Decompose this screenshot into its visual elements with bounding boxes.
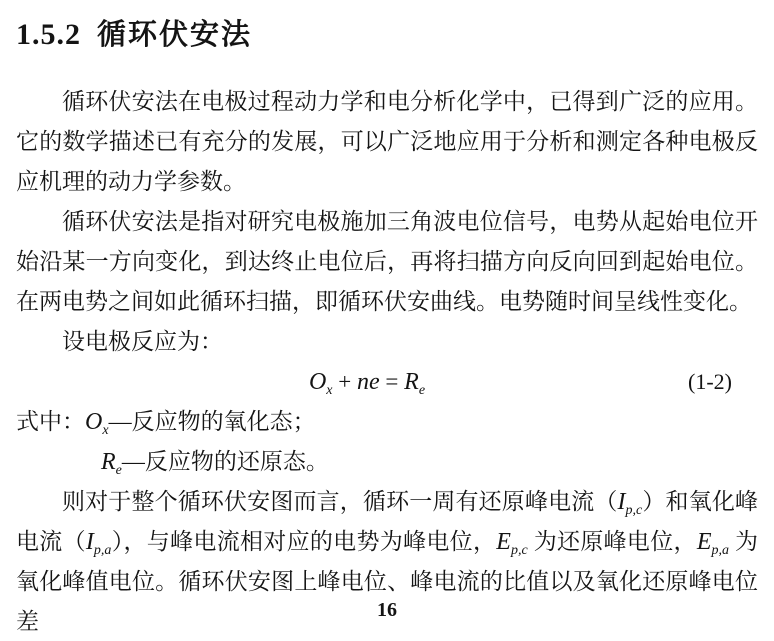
equation-block (16, 362, 758, 402)
math-segment: I (617, 489, 626, 515)
math-segment: x (326, 383, 333, 398)
text-segment: 则对于整个循环伏安图而言，循环一周有还原峰电流（ (62, 489, 618, 514)
math-segment: O (308, 369, 327, 395)
text-segment: 为还原峰电位， (527, 529, 697, 554)
equation-number: (1-2) (688, 369, 732, 394)
math-segment: I (85, 529, 94, 555)
math-segment: e (115, 463, 122, 478)
math-segment: p,a (93, 543, 112, 558)
math-segment: e (418, 383, 426, 398)
page-number: 16 (377, 599, 397, 621)
paragraph-method-description: 循环伏安法是指对研究电极施加三角波电位信号，电势从起始电位开始沿某一方向变化，到达终止电位后，再将扫描方向反向回到起始电位。在两电势之间如此循环扫描，即循环伏安曲线。电势随时间呈线性变化。 (16, 209, 758, 314)
math-segment: ne (357, 369, 380, 395)
math-segment: p,a (711, 543, 729, 558)
page-footer (0, 599, 774, 641)
text-segment: —反应物的还原态。 (121, 449, 329, 474)
equation-formula (16, 362, 758, 402)
where-clause-reduced-state (16, 442, 758, 482)
math-segment: R (404, 369, 419, 395)
math-segment: R (101, 449, 116, 475)
section-title: 循环伏安法 (97, 19, 253, 51)
equation-intro-line: 设电极反应为： (62, 329, 223, 354)
text-segment: ），与峰电流相对应的电势为峰电位， (111, 529, 497, 554)
text-segment: = (379, 369, 405, 394)
math-segment: x (102, 423, 109, 438)
math-segment: E (696, 529, 712, 555)
where-clause-oxidized-state (16, 402, 758, 442)
math-segment: p,c (510, 543, 528, 558)
text-segment: ）和氧化峰电流（ (16, 489, 759, 554)
text-segment: 式中： (16, 409, 85, 434)
section-number: 1.5.2 (16, 18, 81, 51)
text-segment: —反应物的氧化态； (108, 409, 316, 434)
text-segment: 为氧化峰值电位。循环伏安图上峰电位、峰电流的比值以及氧化还原峰电位差 (16, 529, 759, 634)
paragraph-application: 循环伏安法在电极过程动力学和电分析化学中，已得到广泛的应用。它的数学描述已有充分的发展，可以广泛地应用于分析和测定各种电极反应机理的动力学参数。 (16, 89, 758, 194)
text-segment: + (332, 369, 357, 394)
math-segment: E (496, 529, 511, 555)
section-heading (16, 12, 758, 56)
math-segment: O (85, 409, 103, 435)
math-segment: p,c (625, 503, 643, 518)
